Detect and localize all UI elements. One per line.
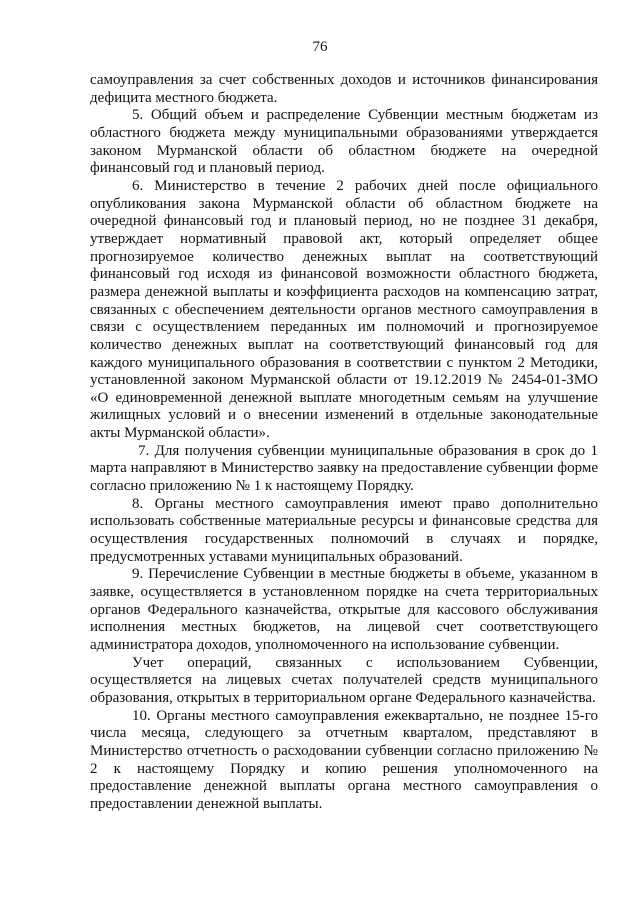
paragraph-item-8: 8. Органы местного самоуправления имеют право дополнительно использовать собственные материальные ресурсы и финансовые средства для осуществления государственных полномочий в случаях и порядке, предусмотренных уставами муниципальных образований. (90, 495, 598, 565)
paragraph-item-10: 10. Органы местного самоуправления ежеквартально, не позднее 15-го числа месяца, следующего за отчетным кварталом, представляют в Министерство отчетность о расходовании субвенции согласно приложению № 2 к настоящему Порядку и копию решения уполномоченного на предоставление денежной выплаты органа местного самоуправления о предоставлении денежной выплаты. (90, 707, 598, 812)
paragraph-continuation: самоуправления за счет собственных доходов и источников финансирования дефицита местного бюджета. (90, 72, 598, 106)
paragraph-item-6: 6. Министерство в течение 2 рабочих дней после официального опубликования закона Мурманской области об областном бюджете на очередной финансовый год и плановый период, но не позднее 31 декабря, утверждает нормативный правовой акт, который определяет общее прогнозируемое количество денежных выплат на соответствующий финансовый год исходя из финансовой возможности областного бюджета, размера денежной выплаты и коэффициента расходов на компенсацию затрат, связанных с обеспечением деятельности органов местного самоуправления в связи с осуществлением переданных им полномочий и прогнозируемое количество денежных выплат на соответствующий финансовый год для каждого муниципального образования в соответствии с пунктом 2 Методики, установленной законом Мурманской области от 19.12.2019 № 2454-01-ЗМО «О единовременной денежной выплате многодетным семьям на улучшение жилищных условий и о внесении изменений в отдельные законодательные акты Мурманской области». (90, 177, 598, 442)
paragraph-item-5: 5. Общий объем и распределение Субвенции местным бюджетам из областного бюджета между муниципальными образованиями утверждается законом Мурманской области об областном бюджете на очередной финансовый год и плановый период. (90, 107, 598, 177)
document-body (90, 72, 598, 814)
paragraph-accounting: Учет операций, связанных с использованием Субвенции, осуществляется на лицевых счетах получателей средств муниципального образования, открытых в территориальном органе Федерального казначейства. (90, 654, 598, 706)
paragraph-item-9: 9. Перечисление Субвенции в местные бюджеты в объеме, указанном в заявке, осуществляется в установленном порядке на счета территориальных органов Федерального казначейства, открытые для кассового обслуживания исполнения местных бюджетов, на лицевой счет соответствующего администратора доходов, уполномоченного на использование субвенции. (90, 566, 598, 653)
page-number: 76 (312, 39, 328, 55)
paragraph-item-7: 7. Для получения субвенции муниципальные образования в срок до 1 марта направляют в Министерство заявку на предоставление субвенции форме согласно приложению № 1 к настоящему Порядку. (90, 442, 598, 495)
